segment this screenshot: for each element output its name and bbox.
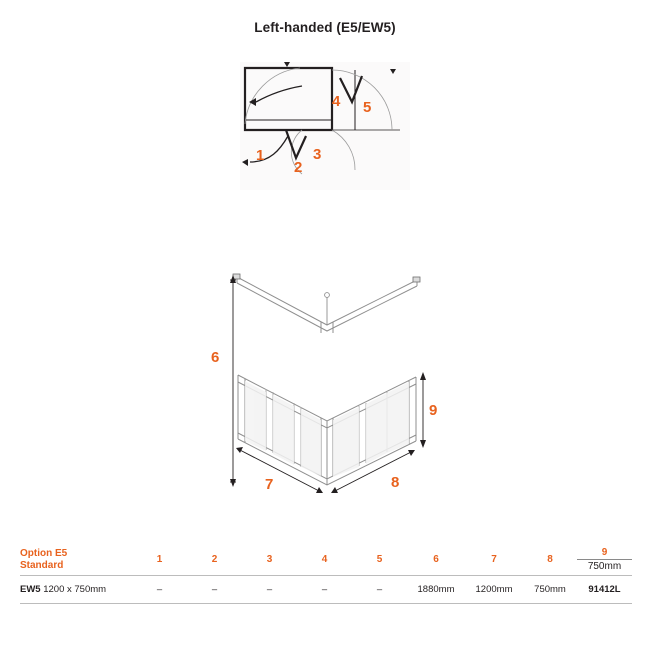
table-header-col-5: 5 <box>376 554 383 565</box>
table-header-option <box>20 545 132 574</box>
row-cell-7: 1200mm <box>475 583 513 595</box>
row-label-bold: EW5 <box>20 583 41 595</box>
isometric-diagram <box>205 255 450 505</box>
iso-label-9: 9 <box>429 402 438 419</box>
row-cell-4: – <box>321 583 328 595</box>
table <box>20 545 632 604</box>
header-line-2: Standard <box>20 559 64 571</box>
table-header-col-2: 2 <box>211 554 218 565</box>
row-cell-1: – <box>156 583 163 595</box>
specification-table <box>20 545 632 604</box>
row-label <box>20 576 132 603</box>
plan-diagram-svg <box>240 62 410 190</box>
table-header-row <box>20 545 632 574</box>
page-title: Left-handed (E5/EW5) <box>254 20 396 35</box>
row-cell-2: – <box>211 583 218 595</box>
table-header-col-9-unit: 750mm <box>577 559 632 572</box>
row-product-code: 91412L <box>588 583 621 595</box>
iso-label-8: 8 <box>391 474 400 491</box>
row-cell-8: 750mm <box>534 583 566 595</box>
row-cell-6: 1880mm <box>417 583 455 595</box>
table-header-col-9 <box>577 545 632 574</box>
table-header-col-8: 8 <box>547 554 553 565</box>
plan-label-5: 5 <box>363 99 372 116</box>
plan-label-3: 3 <box>313 146 322 163</box>
table-header-col-3: 3 <box>266 554 273 565</box>
row-label-size: 1200 x 750mm <box>43 583 107 595</box>
plan-diagram <box>240 62 410 190</box>
plan-label-2: 2 <box>294 159 303 176</box>
isometric-diagram-svg <box>205 255 450 505</box>
table-header-col-1: 1 <box>156 554 163 565</box>
header-line-1: Option E5 <box>20 547 68 559</box>
table-header-col-7: 7 <box>491 554 497 565</box>
row-cell-5: – <box>376 583 383 595</box>
plan-label-1: 1 <box>256 147 265 164</box>
table-header-col-9-number: 9 <box>601 547 608 558</box>
iso-label-7: 7 <box>265 476 274 493</box>
row-cell-3: – <box>266 583 273 595</box>
table-bottom-rule <box>20 602 632 604</box>
table-row <box>20 576 632 603</box>
table-header-col-4: 4 <box>321 554 328 565</box>
iso-label-6: 6 <box>211 349 220 366</box>
table-header-col-6: 6 <box>433 554 439 565</box>
plan-label-4: 4 <box>332 93 341 110</box>
